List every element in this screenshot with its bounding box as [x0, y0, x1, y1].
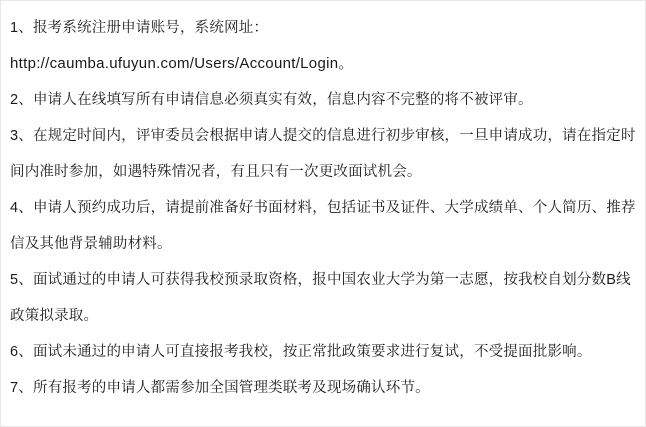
paragraph-7: 6、面试未通过的申请人可直接报考我校，按正常批政策要求进行复试，不受提面批影响。 — [10, 344, 592, 360]
paragraph-4: 3、在规定时间内，评审委员会根据申请人提交的信息进行初步审核，一旦申请成功，请在指定时间内准时参加，如遇特殊情况者，有且只有一次更改面试机会。 — [10, 128, 636, 180]
paragraph-1: 1、报考系统注册申请账号，系统网址： — [10, 20, 269, 36]
paragraph-3: 2、申请人在线填写所有申请信息必须真实有效，信息内容不完整的将不被评审。 — [10, 92, 533, 108]
paragraph-2-url: http://caumba.ufuyun.com/Users/Account/Login。 — [10, 55, 354, 72]
paragraph-5: 4、申请人预约成功后，请提前准备好书面材料，包括证书及证件、大学成绩单、个人简历、推荐信及其他背景辅助材料。 — [10, 200, 636, 252]
paragraph-8: 7、所有报考的申请人都需参加全国管理类联考及现场确认环节。 — [10, 380, 430, 396]
paragraph-6: 5、面试通过的申请人可获得我校预录取资格，报中国农业大学为第一志愿，按我校自划分数B线政策拟录取。 — [10, 272, 631, 324]
